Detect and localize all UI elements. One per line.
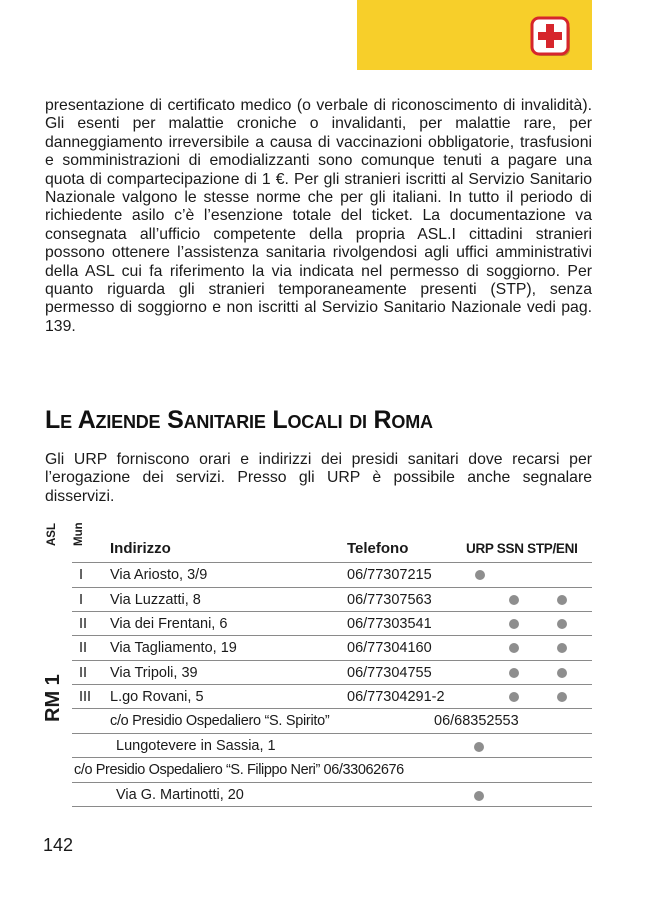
paragraph-exemptions: presentazione di certificato medico (o verbale di riconoscimento di invalidità). Gli esenti per malattie croniche o invalidanti, per malattie rare, per danneggiamento irreversibile a causa di vaccinazioni obbligatorie, trasfusioni e somministrazioni di emodializzanti sono comunque tenuti a pagare una quota di compartecipazione di 1 €. Per gli stranieri iscritti al Servizio Sanitario Nazionale valgono le stesse norme che per gli italiani. In tutto il periodo di richiedente asilo c’è l’esenzione totale del ticket. La documentazione va consegnata all’ufficio competente della propria ASL.I cittadini stranieri possono ottenere l’assistenza sanitaria rivolgendosi agli uffici amministrativi della ASL cui fa riferimento la via indicata nel permesso di soggiorno. Per quanto riguarda gli stranieri temporaneamente presenti (STP), senza permesso di soggiorno e non iscritti al Servizio Sanitario Nazionale vedi pag. 139. bbox=[45, 97, 592, 335]
section-title: Le Aziende Sanitarie Locali di Roma bbox=[45, 406, 433, 434]
table-divider bbox=[72, 757, 592, 758]
column-header-asl: ASL bbox=[46, 523, 58, 546]
row-address: Via Tripoli, 39 bbox=[110, 665, 198, 681]
stp-dot bbox=[557, 643, 567, 653]
column-header-urp-ssn-stp: URP SSN STP/ENI bbox=[466, 541, 578, 556]
row-mun: I bbox=[79, 567, 84, 583]
row-address: Via Ariosto, 3/9 bbox=[110, 567, 208, 583]
column-header-telefono: Telefono bbox=[347, 540, 409, 557]
urp-dot bbox=[475, 570, 485, 580]
ssn-dot bbox=[509, 595, 519, 605]
row-phone: 06/77304755 bbox=[347, 665, 432, 681]
row-mun: II bbox=[79, 665, 88, 681]
row-address: Via dei Frentani, 6 bbox=[110, 616, 228, 632]
ssn-dot bbox=[509, 619, 519, 629]
row-mun: II bbox=[79, 640, 88, 656]
stp-dot bbox=[557, 595, 567, 605]
row-phone: 06/77303541 bbox=[347, 616, 432, 632]
row-address: Via Tagliamento, 19 bbox=[110, 640, 237, 656]
table-divider bbox=[72, 587, 592, 588]
paragraph-urp: Gli URP forniscono orari e indirizzi dei presidi sanitari dove recarsi per l’erogazione dei servizi. Presso gli URP è possibile anche segnalare disservizi. bbox=[45, 451, 592, 505]
table-divider bbox=[72, 562, 592, 563]
ssn-dot bbox=[474, 791, 484, 801]
table-divider bbox=[72, 660, 592, 661]
first-aid-cross-icon bbox=[530, 16, 572, 58]
row-phone: 06/77307215 bbox=[347, 567, 432, 583]
table-divider bbox=[72, 708, 592, 709]
row-phone: 06/68352553 bbox=[434, 713, 519, 729]
page-number: 142 bbox=[43, 835, 74, 855]
table-divider bbox=[72, 733, 592, 734]
ssn-dot bbox=[509, 692, 519, 702]
row-phone: 06/77304160 bbox=[347, 640, 432, 656]
row-phone: 06/77304291-2 bbox=[347, 689, 445, 705]
row-mun: II bbox=[79, 616, 88, 632]
row-address: Lungotevere in Sassia, 1 bbox=[116, 738, 276, 754]
ssn-dot bbox=[509, 668, 519, 678]
asl-group-label: RM 1 bbox=[42, 674, 64, 722]
row-presidio: c/o Presidio Ospedaliero “S. Spirito” bbox=[110, 713, 330, 729]
row-address: Via G. Martinotti, 20 bbox=[116, 787, 244, 803]
table-divider bbox=[72, 635, 592, 636]
stp-dot bbox=[557, 619, 567, 629]
column-header-indirizzo: Indirizzo bbox=[110, 540, 171, 557]
table-divider bbox=[72, 611, 592, 612]
row-presidio: c/o Presidio Ospedaliero “S. Filippo Neri” 06/33062676 bbox=[74, 762, 404, 778]
table-divider bbox=[72, 806, 592, 807]
row-address: L.go Rovani, 5 bbox=[110, 689, 204, 705]
table-divider bbox=[72, 782, 592, 783]
stp-dot bbox=[557, 668, 567, 678]
stp-dot bbox=[557, 692, 567, 702]
column-header-mun: Mun bbox=[73, 522, 85, 546]
row-phone: 06/77307563 bbox=[347, 592, 432, 608]
row-mun: I bbox=[79, 592, 84, 608]
table-divider bbox=[72, 684, 592, 685]
row-mun: III bbox=[79, 689, 92, 705]
ssn-dot bbox=[474, 742, 484, 752]
row-address: Via Luzzatti, 8 bbox=[110, 592, 201, 608]
ssn-dot bbox=[509, 643, 519, 653]
